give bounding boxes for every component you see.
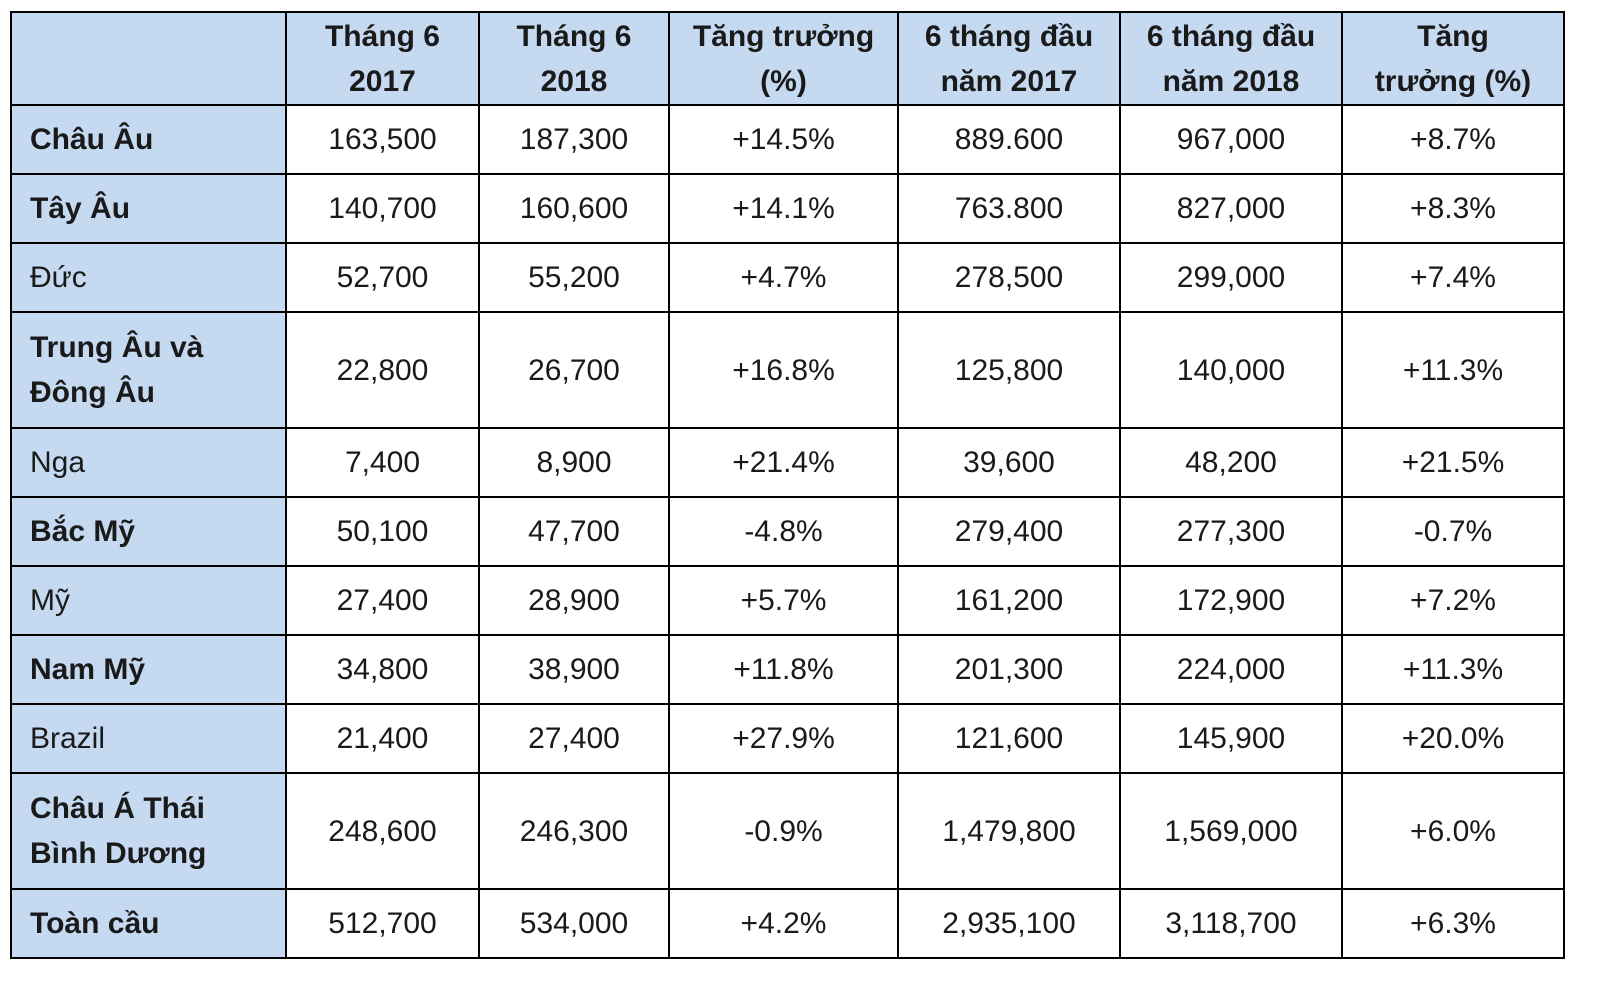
- header-line: 2017: [349, 64, 416, 98]
- table-row: [11, 635, 1564, 704]
- table-cell: +5.7%: [669, 566, 898, 635]
- table-cell: 246,300: [479, 773, 669, 889]
- table-cell: 172,900: [1120, 566, 1342, 635]
- table-cell: +11.3%: [1342, 635, 1564, 704]
- table-cell: 52,700: [286, 243, 479, 312]
- row-label: Mỹ: [11, 566, 286, 635]
- table-cell: 299,000: [1120, 243, 1342, 312]
- table-cell: 160,600: [479, 174, 669, 243]
- row-label: Đức: [11, 243, 286, 312]
- header-line: Tháng 6: [324, 19, 440, 53]
- table-cell: +16.8%: [669, 312, 898, 428]
- table-cell: +21.4%: [669, 428, 898, 497]
- table-cell: 248,600: [286, 773, 479, 889]
- row-label: Toàn cầu: [11, 889, 286, 958]
- table-cell: 28,900: [479, 566, 669, 635]
- data-table-container: [10, 11, 1565, 959]
- table-cell: 278,500: [898, 243, 1120, 312]
- table-cell: 163,500: [286, 105, 479, 174]
- table-cell: +6.3%: [1342, 889, 1564, 958]
- header-line: 6 tháng đầu: [1146, 19, 1316, 53]
- header-cell: [479, 12, 669, 105]
- row-label-line: Trung Âu và: [30, 331, 204, 364]
- header-cell: [669, 12, 898, 105]
- header-line: Tăng: [1417, 19, 1489, 53]
- header-cell: [1342, 12, 1564, 105]
- table-cell: 140,700: [286, 174, 479, 243]
- table-row: [11, 243, 1564, 312]
- header-cell: [1120, 12, 1342, 105]
- table-cell: 121,600: [898, 704, 1120, 773]
- table-cell: +8.7%: [1342, 105, 1564, 174]
- table-cell: 201,300: [898, 635, 1120, 704]
- table-cell: 50,100: [286, 497, 479, 566]
- header-line: Tháng 6: [516, 19, 632, 53]
- table-cell: 22,800: [286, 312, 479, 428]
- table-row: [11, 889, 1564, 958]
- row-label: Nam Mỹ: [11, 635, 286, 704]
- table-row: [11, 174, 1564, 243]
- table-cell: +11.3%: [1342, 312, 1564, 428]
- table-cell: 1,569,000: [1120, 773, 1342, 889]
- header-line: (%): [760, 64, 807, 98]
- table-row: [11, 704, 1564, 773]
- table-cell: 8,900: [479, 428, 669, 497]
- table-cell: 21,400: [286, 704, 479, 773]
- table-cell: 27,400: [479, 704, 669, 773]
- table-cell: 161,200: [898, 566, 1120, 635]
- row-label: [11, 773, 286, 889]
- table-row: [11, 773, 1564, 889]
- table-row: [11, 105, 1564, 174]
- table-cell: 7,400: [286, 428, 479, 497]
- table-cell: +7.4%: [1342, 243, 1564, 312]
- row-label: Brazil: [11, 704, 286, 773]
- table-cell: 512,700: [286, 889, 479, 958]
- table-cell: 26,700: [479, 312, 669, 428]
- table-cell: 3,118,700: [1120, 889, 1342, 958]
- table-cell: 534,000: [479, 889, 669, 958]
- table-cell: 38,900: [479, 635, 669, 704]
- header-cell-empty: [11, 12, 286, 105]
- table-cell: 145,900: [1120, 704, 1342, 773]
- table-cell: 140,000: [1120, 312, 1342, 428]
- table-row: [11, 312, 1564, 428]
- table-cell: +8.3%: [1342, 174, 1564, 243]
- row-label: [11, 312, 286, 428]
- header-line: 2018: [540, 64, 608, 98]
- table-cell: 34,800: [286, 635, 479, 704]
- row-label-line: Bình Dương: [30, 837, 207, 870]
- header-cell: [898, 12, 1120, 105]
- table-cell: 277,300: [1120, 497, 1342, 566]
- table-cell: +20.0%: [1342, 704, 1564, 773]
- table-cell: 967,000: [1120, 105, 1342, 174]
- table-cell: 39,600: [898, 428, 1120, 497]
- table-cell: +14.1%: [669, 174, 898, 243]
- table-header: [11, 12, 1564, 105]
- table-cell: +4.2%: [669, 889, 898, 958]
- table-cell: 48,200: [1120, 428, 1342, 497]
- table-cell: 1,479,800: [898, 773, 1120, 889]
- table-cell: +14.5%: [669, 105, 898, 174]
- table-cell: +7.2%: [1342, 566, 1564, 635]
- header-line: trưởng (%): [1374, 64, 1532, 98]
- table-row: [11, 566, 1564, 635]
- table-cell: 763.800: [898, 174, 1120, 243]
- header-line: năm 2017: [940, 64, 1078, 98]
- row-label-line: Châu Á Thái: [30, 792, 206, 825]
- table-cell: 889.600: [898, 105, 1120, 174]
- table-cell: 827,000: [1120, 174, 1342, 243]
- table-cell: 27,400: [286, 566, 479, 635]
- header-cell: [286, 12, 479, 105]
- data-table: [10, 11, 1565, 959]
- table-cell: +21.5%: [1342, 428, 1564, 497]
- table-row: [11, 497, 1564, 566]
- header-line: 6 tháng đầu: [924, 19, 1094, 53]
- row-label: Nga: [11, 428, 286, 497]
- header-line: năm 2018: [1162, 64, 1300, 98]
- table-cell: 224,000: [1120, 635, 1342, 704]
- table-cell: -0.7%: [1342, 497, 1564, 566]
- table-cell: 279,400: [898, 497, 1120, 566]
- row-label-line: Đông Âu: [30, 376, 155, 409]
- row-label: Châu Âu: [11, 105, 286, 174]
- table-row: [11, 428, 1564, 497]
- table-cell: +11.8%: [669, 635, 898, 704]
- table-cell: -4.8%: [669, 497, 898, 566]
- table-cell: +27.9%: [669, 704, 898, 773]
- header-row: [11, 12, 1564, 105]
- table-cell: +4.7%: [669, 243, 898, 312]
- table-cell: 55,200: [479, 243, 669, 312]
- table-cell: 187,300: [479, 105, 669, 174]
- table-cell: -0.9%: [669, 773, 898, 889]
- table-cell: 2,935,100: [898, 889, 1120, 958]
- table-cell: 47,700: [479, 497, 669, 566]
- table-cell: +6.0%: [1342, 773, 1564, 889]
- header-line: Tăng trưởng: [692, 19, 875, 53]
- table-cell: 125,800: [898, 312, 1120, 428]
- row-label: Bắc Mỹ: [11, 497, 286, 566]
- row-label: Tây Âu: [11, 174, 286, 243]
- table-body: [11, 105, 1564, 958]
